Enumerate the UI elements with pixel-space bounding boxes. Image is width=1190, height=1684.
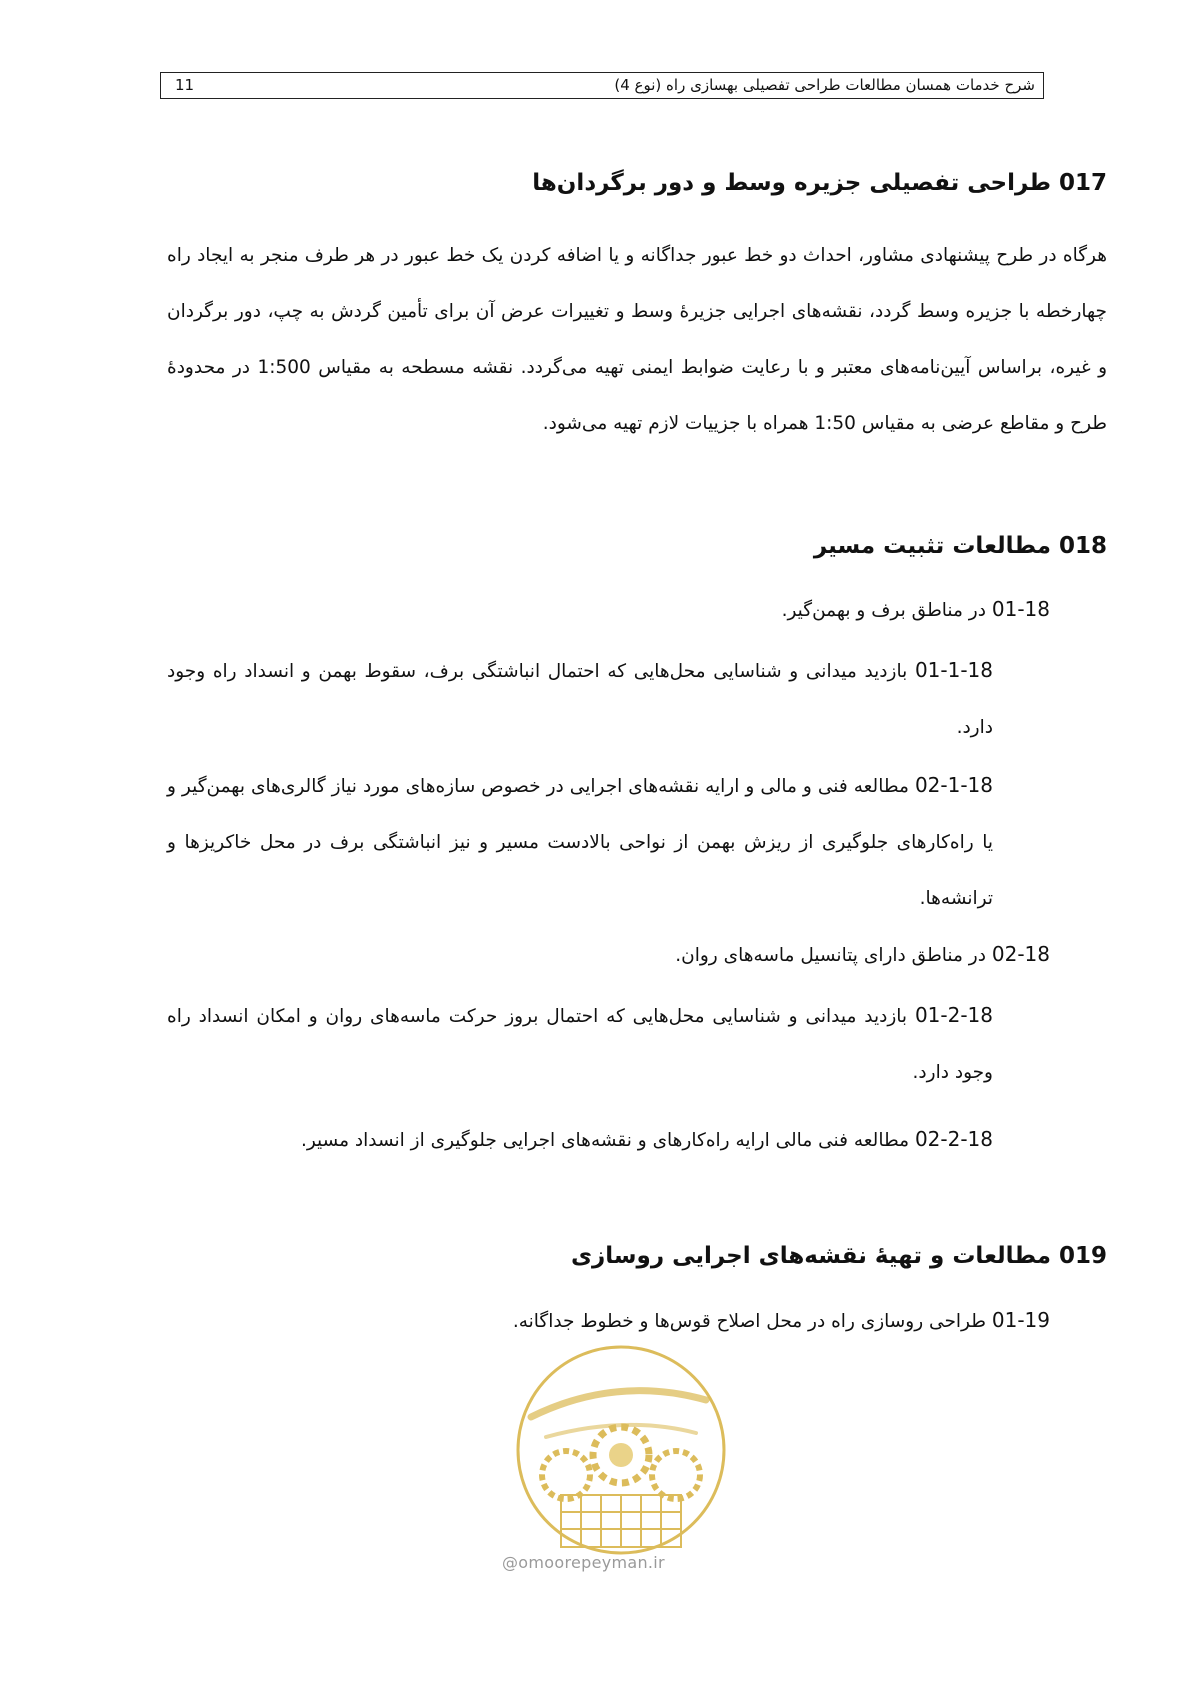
list-item — [167, 987, 993, 1101]
watermark-logo — [486, 1345, 756, 1565]
item-number: 01-19 — [991, 1308, 1050, 1332]
item-text: مطالعه فنی مالی ارایه راه‌کارهای و نقشه‌های اجرایی جلوگیری از انسداد مسیر. — [300, 1130, 910, 1151]
heading-019: 019 مطالعات و تهیهٔ نقشه‌های اجرایی روسازی — [570, 1243, 1107, 1269]
list-item — [782, 597, 1050, 621]
item-number: 01-2-18 — [914, 1003, 993, 1027]
list-item — [167, 642, 993, 756]
item-text: در مناطق دارای پتانسیل ماسه‌های روان. — [675, 945, 986, 966]
item-text: بازدید میدانی و شناسایی محل‌هایی که احتمال بروز حرکت ماسه‌های روان و امکان انسداد راه وجود دارد. — [167, 1006, 993, 1083]
list-item — [675, 942, 1050, 966]
item-number: 01-1-18 — [914, 658, 994, 682]
page-header — [160, 72, 1044, 99]
item-number: 01-18 — [991, 597, 1050, 621]
list-item — [513, 1308, 1050, 1332]
item-number: 02-2-18 — [914, 1127, 993, 1151]
list-item — [301, 1127, 993, 1151]
item-number: 02-1-18 — [914, 773, 993, 797]
watermark-url: @omoorepeyman.ir — [502, 1553, 665, 1572]
item-text: در مناطق برف و بهمن‌گیر. — [781, 600, 986, 621]
paragraph-017: هرگاه در طرح پیشنهادی مشاور، احداث دو خط عبور جداگانه و یا اضافه کردن یک خط عبور در هر طرف منجر به ایجاد راه چهارخطه با جزیره وسط گردد، نقشه‌های اجرایی جزیرهٔ وسط و تغییرات عرض آن برای تأمین گردش به چپ، دور برگردان و غیره، براساس آیین‌نامه‌های معتبر و با رعایت ضوابط ایمنی تهیه می‌گردد. نقشه مسطحه به مقیاس 1:500 در محدودهٔ طرح و مقاطع عرضی به مقیاس 1:50 همراه با جزییات لازم تهیه می‌شود. — [167, 245, 1107, 434]
item-text: بازدید میدانی و شناسایی محل‌هایی که احتمال انباشتگی برف، سقوط بهمن و انسداد راه وجود دارد. — [167, 661, 993, 738]
heading-018: 018 مطالعات تثبیت مسیر — [813, 533, 1107, 559]
item-text: طراحی روسازی راه در محل اصلاح قوس‌ها و خطوط جداگانه. — [512, 1311, 986, 1332]
header-title: شرح خدمات همسان مطالعات طراحی تفصیلی بهسازی راه (نوع 4) — [614, 76, 1035, 94]
list-item — [167, 757, 993, 927]
item-number: 02-18 — [991, 942, 1050, 966]
item-text: مطالعه فنی و مالی و ارایه نقشه‌های اجرایی در خصوص سازه‌های مورد نیاز گالری‌های بهمن‌گیر و یا راه‌کارهای جلوگیری از ریزش بهمن از نواحی بالادست مسیر و نیز انباشتگی برف در محل خاکریزها و ترانشه‌ها. — [167, 776, 993, 909]
heading-017: 017 طراحی تفصیلی جزیره وسط و دور برگردان‌ها — [532, 170, 1107, 196]
page-number: 11 — [175, 76, 195, 94]
